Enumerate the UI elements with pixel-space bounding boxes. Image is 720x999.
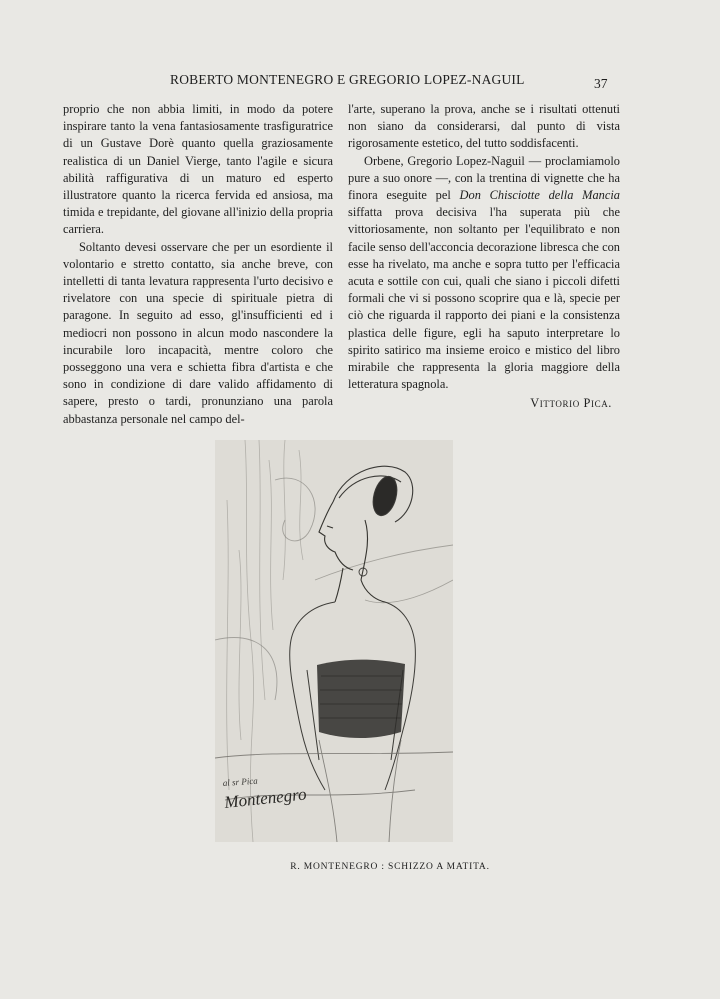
sketch-dedication: al sr Pica <box>222 775 259 788</box>
author-signature: Vittorio Pica. <box>530 396 612 411</box>
figure-caption: R. MONTENEGRO : SCHIZZO A MATITA. <box>290 862 490 872</box>
paragraph: proprio che non abbia limiti, in modo da potere inspirare tanto la vena fantasiosamente trasfiguratrice di un Gustave Dorè quanto quella graziosamente realistica di un Daniel Vierge, tanto l'agile e sicura abilità raffigurativa di un maturo ed esperto illustratore quanto la ricerca fervida ed ansiosa, ma timida e trepidante, del giovane all'inizio della propria carriera. <box>63 102 333 237</box>
sketch-drawing <box>215 440 453 842</box>
right-column <box>348 101 620 413</box>
paragraph <box>348 153 620 394</box>
page-number: 37 <box>594 76 608 91</box>
paragraph: Soltanto devesi osservare che per un esordiente il volontario e stretto contatto, sia anche breve, con intelletti di tanta levatura rappresenta l'urto decisivo e rivelatore con una specie di spirituale pietra di paragone. In seguito ad esso, gl'insufficienti ed i mediocri non possono in alcun modo nascondere la incurabile loro incapacità, mentre coloro che posseggono una vera e schietta fibra d'artista e che sono in condizione di dare valido affidamento di sapere, presto o tardi, pronunziano una parola abbastanza personale nel campo del- <box>63 239 333 426</box>
paragraph-text: siffatta prova decisiva l'ha superata più che vittoriosamente, non soltanto per l'equilibrato e non facile senso dell'acconcia decorazione libresca che con esse ha rivelato, ma anche e sopra tutto per l'efficacia acuta e sottile con cui, quali che siano i piccoli difetti formali che vi si possono scoprire qua e là, specie per ciò che riguarda il rapporto dei piani e la consistenza plastica delle figure, egli ha saputo interpretare lo spirito satirico ma insieme eroico e mistico del libro mirabile che rappresenta la gloria maggiore della letteratura spagnola. <box>348 205 620 392</box>
pencil-sketch-figure <box>215 440 453 842</box>
running-head: ROBERTO MONTENEGRO E GREGORIO LOPEZ-NAGUIL <box>170 72 525 87</box>
sketch-signature: Montenegro <box>223 784 308 812</box>
paragraph-text: Orbene, Gregorio Lopez-Naguil — proclamiamolo pure a suo onore —, con la trentina di vignette che ha finora eseguite pel <box>348 153 620 203</box>
book-title: Don Chisciotte della Mancia <box>459 188 620 203</box>
left-column <box>63 101 333 428</box>
paragraph: l'arte, superano la prova, anche se i risultati ottenuti non siano da considerarsi, dal punto di vista rigorosamente estetico, del tutto soddisfacenti. <box>348 102 620 151</box>
